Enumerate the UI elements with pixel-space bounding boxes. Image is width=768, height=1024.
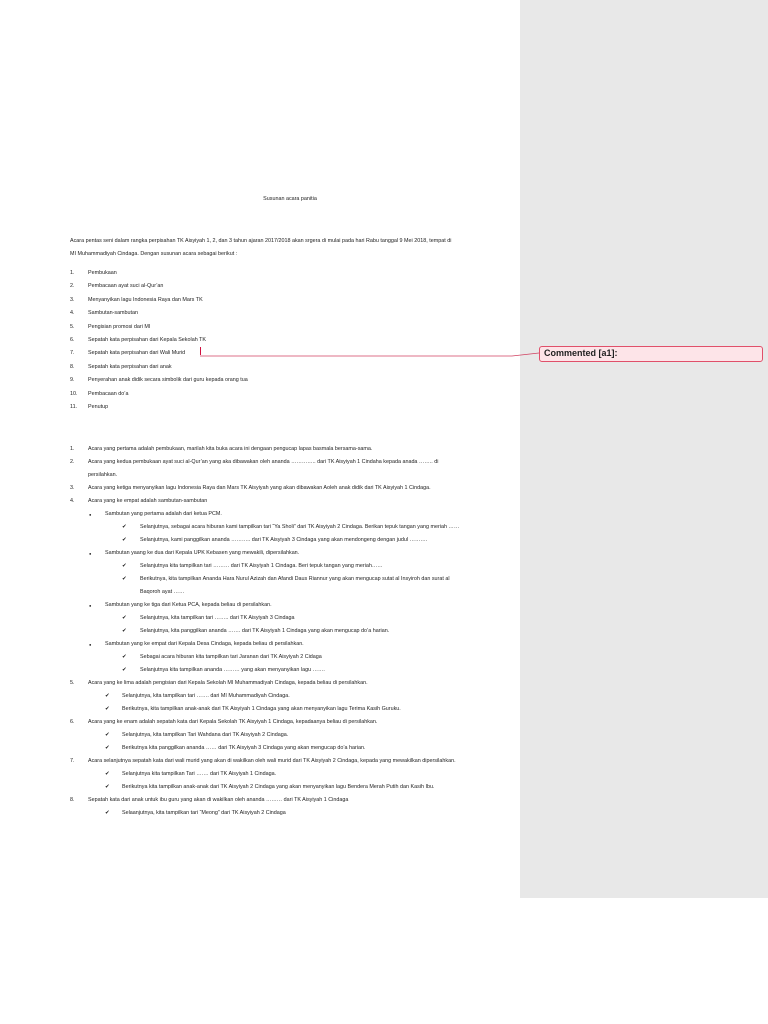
- agenda-item: Penyerahan anak didik secara simbolik dari guru kepada orang tua: [88, 377, 248, 383]
- agenda-number: 6.: [70, 337, 75, 343]
- detail-continuation: persilahkan.: [88, 472, 118, 478]
- checkmark-icon: ✔: [122, 653, 127, 660]
- agenda-item: Menyanyikan lagu Indonesia Raya dan Mars TK: [88, 297, 203, 303]
- checkmark-icon: ✔: [122, 575, 127, 582]
- detail-item: Acara yang ke lima adalah pengisian dari Kepala Sekolah MI Muhammadiyah Cindaga, kepada beliau di persilahkan.: [88, 680, 368, 686]
- checkmark-icon: ✔: [105, 770, 110, 777]
- checkmark-icon: ✔: [122, 536, 127, 543]
- agenda-number: 8.: [70, 364, 75, 370]
- agenda-number: 5.: [70, 324, 75, 330]
- detail-number: 5.: [70, 680, 75, 686]
- checkmark-icon: ✔: [105, 705, 110, 712]
- checkmark-icon: ✔: [105, 783, 110, 790]
- agenda-item: Pembacaan ayat suci al-Qur’an: [88, 283, 164, 289]
- agenda-item: Sepatah kata perpisahan dari Kepala Sekolah TK: [88, 337, 206, 343]
- comment-bubble[interactable]: [539, 346, 763, 362]
- checkmark-icon: ✔: [105, 731, 110, 738]
- check-item: Selanjutnya, kami panggilkan ananda ……….. dari TK Aisyiyah 3 Cindaga yang akan mendongeng dengan judul ……….: [140, 537, 428, 543]
- detail-item: Acara yang ke enam adalah sepatah kata dari Kepala Sekolah TK Aisyiyah 1 Cindaga, kepadaanya beliau di persilahkan.: [88, 719, 378, 725]
- detail-number: 8.: [70, 797, 75, 803]
- intro-line-1: Acara pentas seni dalam rangka perpisahan TK Aisyiyah 1, 2, dan 3 tahun ajaran 2017/2018 akan srgera di mulai pada hari Rabu tanggal 9 Mei 2018, tempat di: [70, 238, 452, 244]
- check-item: Selaanjutnya, kita tampilkan tari “Meong” dari TK Aisyiyah 2 Cindaga: [122, 810, 286, 816]
- detail-item: Acara yang kedua pembukaan ayat suci al-Qur’an yang aka dibawakan oleh ananda ………….. dari TK Aisyiyah 1 Cindaha kepada anada …….. di: [88, 459, 439, 465]
- detail-continuation: Baqoroh ayat ……: [140, 589, 185, 595]
- check-item: Berikutnya kita tampilkan anak-anak dari TK Aisyiyah 2 Cindaga yang akan menyanyikan lagu Bendera Merah Putih dan Kasih Ibu.: [122, 784, 435, 790]
- bullet-item: Sambutan yaang ke dua dari Kepala UPK Kebasen yang mewakili, dipersilahkan.: [105, 550, 300, 556]
- bullet-icon: ●: [89, 641, 92, 647]
- check-item: Selanjutnya kita tampilkan Tari ……. dari TK Aisyiyah 1 Cindaga.: [122, 771, 277, 777]
- agenda-item: Pengisian promosi dari MI: [88, 324, 151, 330]
- agenda-number: 11.: [70, 404, 78, 410]
- check-item: Berikutnya, kita tampilkan anak-anak dari TK Aisyiyah 1 Cindaga yang akan menyanyikan lagu Terima Kasih Guruku.: [122, 706, 401, 712]
- checkmark-icon: ✔: [105, 744, 110, 751]
- detail-item: Sepatah kata dari anak untuk ibu guru yang akan di wakilkan oleh ananda ……… dari TK Aisyiyah 1 Cindaga: [88, 797, 349, 803]
- detail-number: 1.: [70, 446, 75, 452]
- agenda-number: 2.: [70, 283, 75, 289]
- checkmark-icon: ✔: [122, 666, 127, 673]
- detail-item: Acara selanjutnya sepatah kata dari wali murid yang akan di wakilkan oleh wali murid dari TK Aisyiyah 2 Cindaga, kepada yang mewakilkan dipersilahkan.: [88, 758, 456, 764]
- detail-number: 4.: [70, 498, 75, 504]
- agenda-number: 4.: [70, 310, 75, 316]
- document-title: Susunan acara panitia: [263, 196, 317, 202]
- agenda-item: Pembukaan: [88, 270, 117, 276]
- check-item: Selanjutnya kita tampilkan ananda ……… yang akan menyanyikan lagu …….: [140, 667, 325, 673]
- check-item: Selanjutnya, kita tampilkan tari ……. dari MI Muhammadiyah Cindaga.: [122, 693, 290, 699]
- detail-item: Acara yang ke empat adalah sambutan-sambutan: [88, 498, 208, 504]
- detail-item: Acara yang ketiga menyanyikan lagu Indonesia Raya dan Mars TK Aisyiyah yang akan dibawakan Aoleh anak didik dari TK Aisyiyah 1 Cindaga.: [88, 485, 431, 491]
- agenda-number: 9.: [70, 377, 75, 383]
- detail-number: 7.: [70, 758, 75, 764]
- detail-number: 2.: [70, 459, 75, 465]
- agenda-item: Sambutan-sambutan: [88, 310, 139, 316]
- checkmark-icon: ✔: [122, 523, 127, 530]
- agenda-number: 3.: [70, 297, 75, 303]
- detail-number: 6.: [70, 719, 75, 725]
- bullet-icon: ●: [89, 511, 92, 517]
- agenda-number: 1.: [70, 270, 75, 276]
- check-item: Sebagai acara hiburan kita tampilkan tari Jaranan dari TK Aisyiyah 2 Cidaga: [140, 654, 322, 660]
- check-item: Berikutnya, kita tampilkan Ananda Hara Nurul Azizah dan Afandi Daus Riannur yang akan mengucap sutat al Insyiroh dan surat al: [140, 576, 450, 582]
- checkmark-icon: ✔: [122, 614, 127, 621]
- check-item: Selanjutnya kita tampilkan tari ……… dari TK Aisyiyah 1 Cindaga. Beri tepuk tangan yang meriah……: [140, 563, 383, 569]
- check-item: Selanjutnya, sebagai acara hiburan kami tampilkan tari “Ya Sholi” dari TK Aisyiyah 2 Cindaga. Berikan tepuk tangan yang meriah ……: [140, 524, 460, 530]
- bullet-icon: ●: [89, 602, 92, 608]
- bullet-item: Sambutan yang ke tiga dari Ketua PCA, kepada beliau di persilahkan.: [105, 602, 272, 608]
- checkmark-icon: ✔: [122, 562, 127, 569]
- checkmark-icon: ✔: [105, 809, 110, 816]
- agenda-number: 10.: [70, 391, 78, 397]
- bullet-icon: ●: [89, 550, 92, 556]
- bullet-item: Sambutan yang ke empat dari Kepala Desa Cindaga, kepada beliau di persilahkan.: [105, 641, 304, 647]
- check-item: Selanjutnya, kita panggilkan ananda ……. dari TK Aisyiyah 1 Cindaga yang akan mengucap do’a harian.: [140, 628, 390, 634]
- agenda-item: Pembacaan do’a: [88, 391, 129, 397]
- detail-number: 3.: [70, 485, 75, 491]
- check-item: Selanjutnya, kita tampilkan tari …….. dari TK Aisyiyah 3 Cindaga: [140, 615, 295, 621]
- checkmark-icon: ✔: [105, 692, 110, 699]
- agenda-item: Sepatah kata perpisahan dari anak: [88, 364, 172, 370]
- intro-line-2: MI Muhammadiyah Cindaga. Dengan susunan acara sebagai berikut :: [70, 251, 238, 257]
- detail-item: Acara yang pertama adalah pembukaan, marilah kita buka acara ini dengaan pengucap lapas basmala bersama-sama.: [88, 446, 373, 452]
- check-item: Berikutnya kita panggilkan ananda …… dari TK Aisyiyah 3 Cindaga yang akan mengucap do’a harian.: [122, 745, 366, 751]
- agenda-number: 7.: [70, 350, 75, 356]
- comment-label: Commented [a1]:: [544, 348, 618, 358]
- agenda-item: Sepatah kata perpisahan dari Wali Murid: [88, 350, 186, 356]
- bullet-item: Sambutan yang pertama adalah dari ketua PCM.: [105, 511, 222, 517]
- agenda-item: Penutup: [88, 404, 109, 410]
- check-item: Selanjutnya, kita tampilkan Tari Wahdana dari TK Aisyiyah 2 Cindaga.: [122, 732, 289, 738]
- checkmark-icon: ✔: [122, 627, 127, 634]
